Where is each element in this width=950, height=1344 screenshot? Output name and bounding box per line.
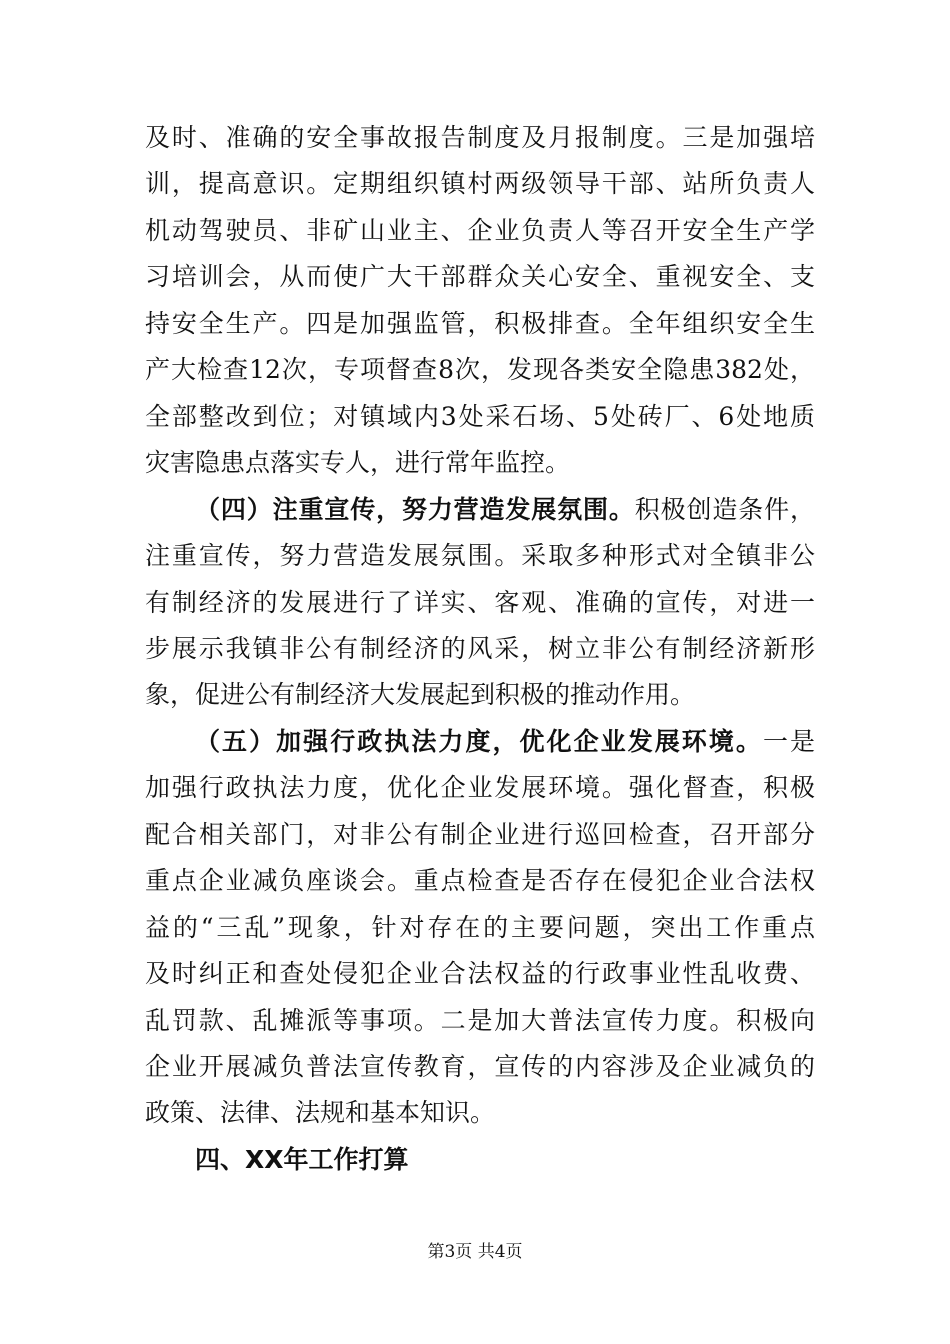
- paragraph-title: （四）注重宣传，努力营造发展氛围。: [195, 494, 635, 524]
- paragraph-line: 习培训会，从而使广大干部群众关心安全、重视安全、支: [145, 262, 815, 292]
- page-footer: 第3页 共4页: [427, 1242, 523, 1262]
- paragraph-line: 机动驾驶员、非矿山业主、企业负责人等召开安全生产学: [145, 215, 815, 245]
- paragraph-line: 全部整改到位；对镇域内3处采石场、5处砖厂、6处地质: [145, 401, 815, 431]
- paragraph-line: 政策、法律、法规和基本知识。: [145, 1098, 496, 1128]
- paragraph-line: 加强行政执法力度，优化企业发展环境。强化督查，积极: [145, 773, 815, 803]
- paragraph-line: 产大检查12次，专项督查8次，发现各类安全隐患382处，: [145, 355, 815, 385]
- paragraph-line: 重点企业减负座谈会。重点检查是否存在侵犯企业合法权: [145, 866, 815, 896]
- paragraph-text: 一是: [762, 726, 815, 756]
- paragraph-line: 配合相关部门，对非公有制企业进行巡回检查，召开部分: [145, 819, 815, 849]
- paragraph-title: （五）加强行政执法力度，优化企业发展环境。: [195, 726, 763, 756]
- paragraph-line: 及时、准确的安全事故报告制度及月报制度。三是加强培: [145, 123, 815, 152]
- paragraph-line: 乱罚款、乱摊派等事项。二是加大普法宣传力度。积极向: [145, 1005, 815, 1035]
- paragraph-text: 积极创造条件，: [634, 494, 815, 524]
- paragraph-first-line: [195, 722, 815, 762]
- paragraph-line: 益的“三乱”现象，针对存在的主要问题，突出工作重点: [145, 912, 815, 942]
- paragraph-line: 象，促进公有制经济大发展起到积极的推动作用。: [145, 680, 696, 710]
- paragraph-line: 训，提高意识。定期组织镇村两级领导干部、站所负责人: [145, 169, 815, 199]
- section-heading: 四、XX年工作打算: [195, 1144, 409, 1174]
- paragraph-line: 注重宣传，努力营造发展氛围。采取多种形式对全镇非公: [145, 541, 815, 571]
- paragraph-line: 企业开展减负普法宣传教育，宣传的内容涉及企业减负的: [145, 1052, 815, 1081]
- paragraph-line: 持安全生产。四是加强监管，积极排查。全年组织安全生: [145, 308, 815, 338]
- paragraph-line: 及时纠正和查处侵犯企业合法权益的行政事业性乱收费、: [145, 959, 815, 989]
- paragraph-line: 步展示我镇非公有制经济的风采，树立非公有制经济新形: [145, 633, 815, 663]
- paragraph-line: 有制经济的发展进行了详实、客观、准确的宣传，对进一: [145, 587, 815, 617]
- paragraph-line: 灾害隐患点落实专人，进行常年监控。: [145, 448, 571, 478]
- paragraph-first-line: [195, 490, 815, 530]
